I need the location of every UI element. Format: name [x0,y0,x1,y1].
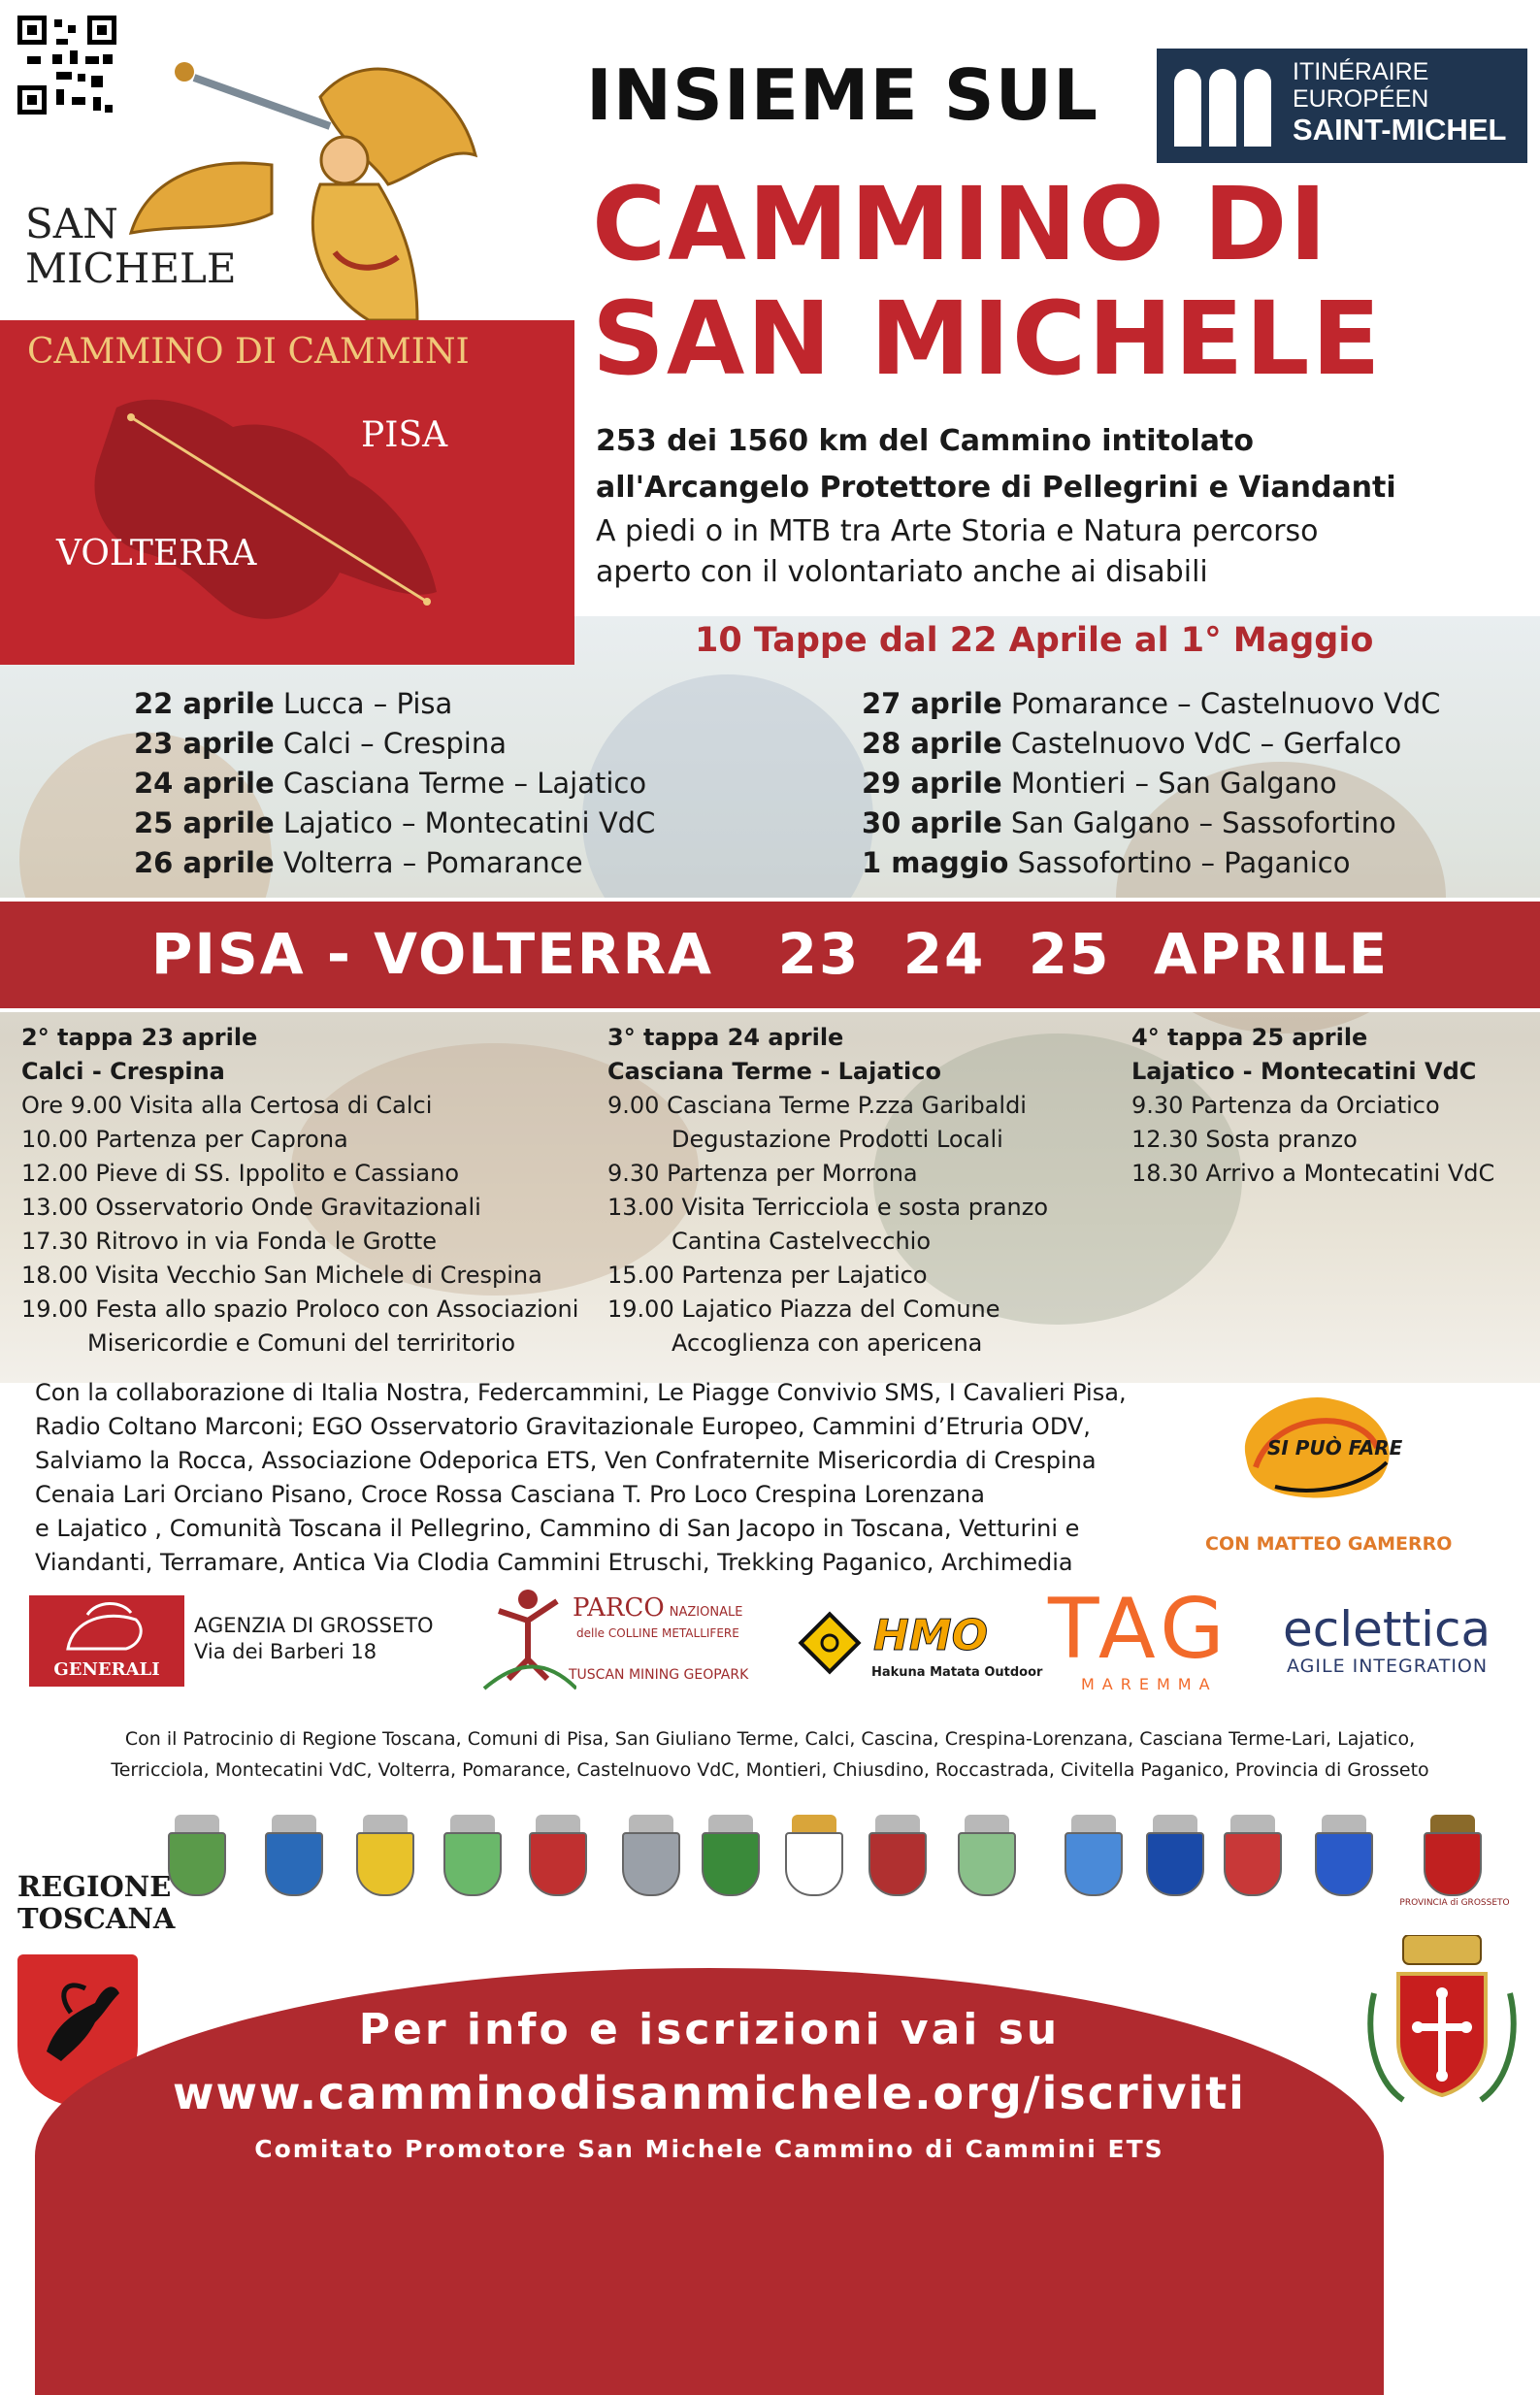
stage-line: Ore 9.00 Visita alla Certosa di Calci [21,1092,433,1119]
collaboration-line: Radio Coltano Marconi; EGO Osservatorio Gravitazionale Europeo, Cammini d’Etruria ODV, [35,1413,1091,1440]
schedule-row [134,806,655,839]
arches-icon [1170,63,1279,148]
stage-line: 12.00 Pieve di SS. Ippolito e Cassiano [21,1160,459,1187]
coat-of-arms-icon [264,1815,324,1892]
stage-line: 18.00 Visita Vecchio San Michele di Crespina [21,1262,542,1289]
schedule-route: Lucca – Pisa [282,687,453,720]
stage-line: Accoglienza con apericena [672,1329,983,1357]
logo-name [25,202,237,291]
generali-agency-line1: AGENZIA DI GROSSETO [194,1614,434,1637]
tag-logo [1048,1581,1252,1700]
schedule-route: Casciana Terme – Lajatico [282,767,647,800]
qr-code-icon[interactable] [17,16,116,115]
parco-figure-icon [479,1582,576,1692]
collaboration-line: e Lajatico , Comunità Toscana il Pellegrino, Cammino di San Jacopo in Toscana, Vetturini e [35,1515,1080,1542]
coat-of-arms-icon [1064,1815,1124,1892]
map-label-volterra: VOLTERRA [56,534,257,574]
page-title-line2: SAN MICHELE [592,279,1383,398]
tag-logo-text: TAG [1048,1581,1230,1678]
saint-michel-badge [1157,49,1527,163]
stage-line: 13.00 Osservatorio Onde Gravitazionali [21,1194,481,1221]
collaboration-line: Con la collaborazione di Italia Nostra, Federcammini, Le Piagge Convivio SMS, I Cavalieri Pisa, [35,1379,1127,1406]
parco-line1: PARCO [573,1593,665,1623]
stage-line: 19.00 Lajatico Piazza del Comune [607,1296,1000,1323]
description-line1: 253 dei 1560 km del Cammino intitolato [596,424,1254,458]
collaboration-line: Cenaia Lari Orciano Pisano, Croce Rossa Casciana T. Pro Loco Crespina Lorenzana [35,1481,985,1508]
sipuofare-logo [1205,1390,1453,1555]
schedule-route: San Galgano – Sassofortino [1010,806,1396,839]
coat-of-arms-icon [1314,1815,1374,1892]
stage-column-3 [607,1021,1048,1361]
schedule-date: 27 aprile [862,687,1002,720]
badge-line2: EUROPÉEN [1293,85,1429,113]
stage-line: 15.00 Partenza per Lajatico [607,1262,928,1289]
stage-line: 9.00 Casciana Terme P.zza Garibaldi [607,1092,1027,1119]
schedule-row [862,767,1337,800]
stage-line: 9.30 Partenza da Orciatico [1131,1092,1440,1119]
schedule-date: 24 aprile [134,767,275,800]
generali-agency-line2: Via dei Barberi 18 [194,1640,377,1663]
logo-name-line2: MICHELE [25,245,237,292]
coat-of-arms-icon [868,1815,928,1892]
sipuofare-caption: CON MATTEO GAMERRO [1205,1533,1453,1555]
schedule-date: 26 aprile [134,846,275,879]
coat-of-arms-icon [442,1815,503,1892]
stage-line: Degustazione Prodotti Locali [672,1126,1003,1153]
dates-banner [0,898,1540,1012]
schedule-route: Montieri – San Galgano [1010,767,1337,800]
schedule-route: Lajatico – Montecatini VdC [282,806,656,839]
coat-of-arms-icon [957,1815,1017,1892]
description-line4: aperto con il volontariato anche ai disabili [596,555,1208,589]
schedule-row [862,846,1350,879]
schedule-route: Calci – Crespina [282,727,507,760]
logo-red-box [0,320,574,665]
eclettica-caption: AGILE INTEGRATION [1287,1656,1489,1677]
regione-label [17,1871,175,1935]
parco-line3: TUSCAN MINING GEOPARK [569,1667,749,1683]
stage-subtitle: Calci - Crespina [21,1058,225,1085]
collaboration-line: Viandanti, Terramare, Antica Via Clodia Cammini Etruschi, Trekking Paganico, Archimedia [35,1549,1073,1576]
badge-line1: ITINÉRAIRE [1293,58,1429,85]
collaboration-text [35,1376,1127,1580]
schedule-route: Pomarance – Castelnuovo VdC [1010,687,1441,720]
patronage-line1: Con il Patrocinio di Regione Toscana, Comuni di Pisa, San Giuliano Terme, Calci, Cascina, Crespina-Lorenzana, Casciana Terme-Lari, Lajatico, [124,1728,1416,1750]
sipuofare-logo-text: SI PUÒ FARE [1267,1436,1403,1460]
coat-of-arms-icon [701,1815,761,1892]
coat-of-arms-icon [621,1815,681,1892]
schedule-row [862,806,1396,839]
footer-url-link[interactable]: www.camminodisanmichele.org/iscriviti [173,2067,1246,2119]
schedule-date: 1 maggio [862,846,1009,879]
footer-info: Per info e iscrizioni vai su [358,2005,1061,2054]
dates-banner-text: PISA - VOLTERRA 23 24 25 APRILE [150,921,1390,987]
description-line3: A piedi o in MTB tra Arte Storia e Natura percorso [596,514,1319,548]
stage-line: 10.00 Partenza per Caprona [21,1126,348,1153]
generali-agency [194,1613,434,1665]
patronage-text [0,1723,1540,1786]
schedule-date: 23 aprile [134,727,275,760]
coat-of-arms-icon [1223,1815,1283,1892]
hmo-caption: Hakuna Matata Outdoor [871,1665,1043,1680]
stage-column-4 [1131,1021,1494,1191]
regione-line2: TOSCANA [17,1902,176,1935]
stage-line: 9.30 Partenza per Morrona [607,1160,918,1187]
schedule-date: 30 aprile [862,806,1002,839]
schedule-date: 22 aprile [134,687,275,720]
schedule-route: Castelnuovo VdC – Gerfalco [1010,727,1402,760]
coat-of-arms-icon [528,1815,588,1892]
schedule-date: 28 aprile [862,727,1002,760]
description [596,417,1396,592]
parco-line2: delle COLLINE METALLIFERE [576,1626,739,1640]
coat-of-arms-icon [1423,1815,1483,1892]
eclettica-logo [1283,1603,1525,1681]
schedule-row [134,767,646,800]
stage-subtitle: Casciana Terme - Lajatico [607,1058,941,1085]
hmo-diamond-icon [798,1611,862,1675]
stage-title: 4° tappa 25 aprile [1131,1024,1368,1051]
schedule-row [862,727,1401,760]
stage-title: 3° tappa 24 aprile [607,1024,844,1051]
stage-line: 18.30 Arrivo a Montecatini VdC [1131,1160,1495,1187]
page-title [592,167,1383,396]
stage-column-2 [21,1021,578,1361]
collaboration-line: Salviamo la Rocca, Associazione Odeporica ETS, Ven Confraternite Misericordia di Crespina [35,1447,1097,1474]
logo-subtitle: CAMMINO DI CAMMINI [27,332,470,372]
provincia-label: PROVINCIA di GROSSETO [1399,1898,1510,1908]
lion-icon [29,1595,184,1663]
schedule-row [862,687,1440,720]
schedule-route: Volterra – Pomarance [282,846,583,879]
coat-of-arms-icon [784,1815,844,1892]
page-title-line1: CAMMINO DI [592,165,1329,283]
schedule-date: 29 aprile [862,767,1002,800]
coat-of-arms-icon [1145,1815,1205,1892]
stage-title: 2° tappa 23 aprile [21,1024,258,1051]
footer-committee: Comitato Promotore San Michele Cammino di Cammini ETS [254,2135,1164,2163]
pisa-coat-of-arms-icon [1364,1935,1520,2110]
hmo-logo [798,1611,1043,1689]
schedule-row [134,846,583,879]
stage-line: Misericordie e Comuni del terriritorio [87,1329,516,1357]
schedule-date: 25 aprile [134,806,275,839]
description-line2: all'Arcangelo Protettore di Pellegrini e Viandanti [596,471,1396,505]
hmo-logo-text: HMO [873,1611,989,1660]
schedule-route: Sassofortino – Paganico [1017,846,1351,879]
parco-line1b: NAZIONALE [669,1605,743,1620]
stage-line: 12.30 Sosta pranzo [1131,1126,1358,1153]
header-intro: INSIEME SUL [586,54,1098,136]
stage-line: 19.00 Festa allo spazio Proloco con Associazioni [21,1296,579,1323]
stage-subtitle: Lajatico - Montecatini VdC [1131,1058,1477,1085]
regione-line1: REGIONE [17,1870,172,1903]
stage-line: 17.30 Ritrovo in via Fonda le Grotte [21,1228,438,1255]
europe-map-icon [0,320,574,665]
stage-line: Cantina Castelvecchio [672,1228,932,1255]
schedule-heading: 10 Tappe dal 22 Aprile al 1° Maggio [695,621,1374,660]
schedule-row [134,687,452,720]
stage-line: 13.00 Visita Terricciola e sosta pranzo [607,1194,1049,1221]
eclettica-logo-text: eclettica [1283,1601,1491,1657]
coat-of-arms-icon [167,1815,227,1892]
tag-caption: MAREMMA [1081,1675,1218,1693]
map-label-pisa: PISA [361,415,448,455]
parco-logo [479,1582,770,1692]
patronage-line2: Terricciola, Montecatini VdC, Volterra, Pomarance, Castelnuovo VdC, Montieri, Chiusdino, Roccastrada, Civitella Paganico, Provincia di Grosseto [111,1759,1429,1781]
coat-of-arms-icon [355,1815,415,1892]
generali-logo-text: GENERALI [53,1659,160,1680]
badge-line3: SAINT-MICHEL [1293,113,1507,147]
schedule-row [134,727,507,760]
generali-logo [29,1595,184,1687]
logo-name-line1: SAN [25,200,118,247]
